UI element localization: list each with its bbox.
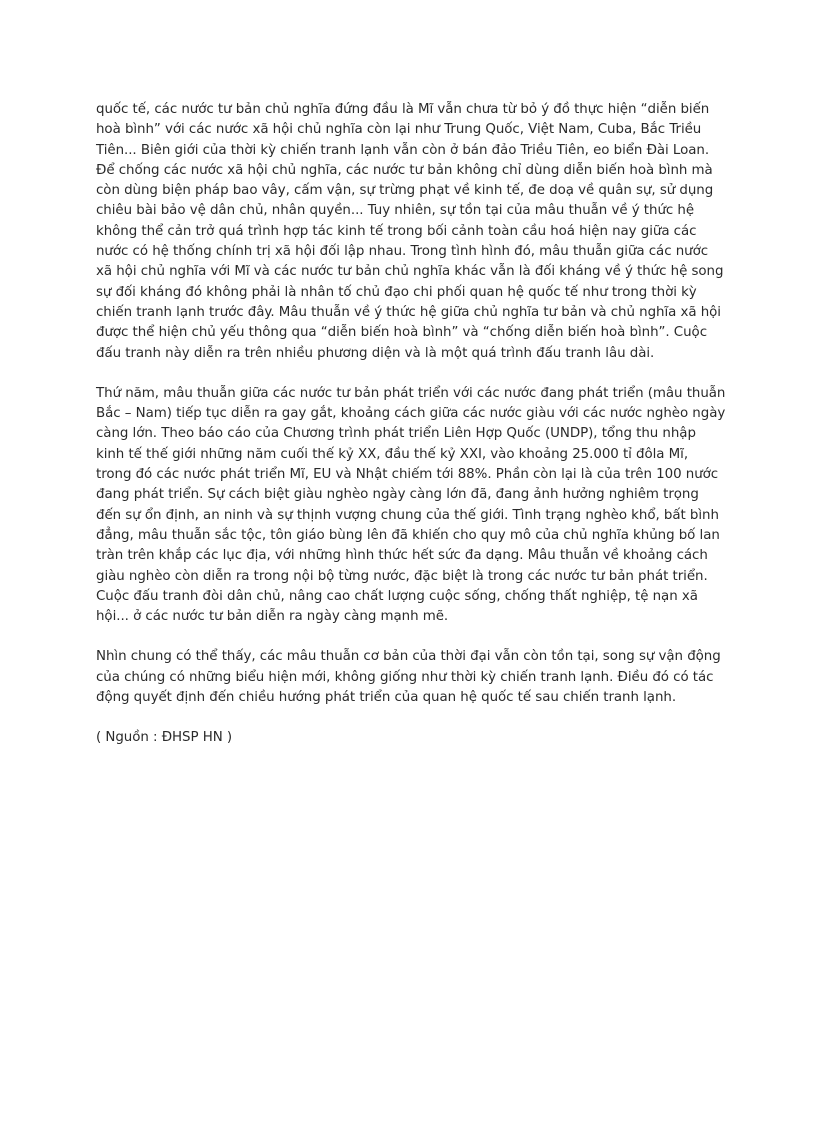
paragraph-conclusion: Nhìn chung có thể thấy, các mâu thuẫn cơ bản của thời đại vẫn còn tồn tại, song sự vận động của chúng có những biểu hiện mới, không giống như thời kỳ chiến tranh lạnh. Điều đó có tác động quyết định đến chiều hướng phát triển của quan hệ quốc tế sau chiến tranh lạnh. [96,649,721,706]
source-citation: ( Nguồn : ĐHSP HN ) [96,730,233,746]
document-page [96,100,726,749]
paragraph-north-south-conflict: Thứ năm, mâu thuẫn giữa các nước tư bản phát triển với các nước đang phát triển (mâu thuẫn Bắc – Nam) tiếp tục diễn ra gay gắt, khoảng cách giữa các nước giàu với các nước nghèo ngày càng lớn. Theo báo cáo của Chương trình phát triển Liên Hợp Quốc (UNDP), tổng thu nhập kinh tế thế giới những năm cuối thế kỷ XX, đầu thế kỷ XXI, vào khoảng 25.000 tỉ đôla Mĩ, trong đó các nước phát triển Mĩ, EU và Nhật chiếm tới 88%. Phần còn lại là của trên 100 nước đang phát triển. Sự cách biệt giàu nghèo ngày càng lớn đã, đang ảnh hưởng nghiêm trọng đến sự ổn định, an ninh và sự thịnh vượng chung của thế giới. Tình trạng nghèo khổ, bất bình đẳng, mâu thuẫn sắc tộc, tôn giáo bùng lên đã khiến cho quy mô của chủ nghĩa khủng bố lan tràn trên khắp các lục địa, với những hình thức hết sức đa dạng. Mâu thuẫn về khoảng cách giàu nghèo còn diễn ra trong nội bộ từng nước, đặc biệt là trong các nước tư bản phát triển. Cuộc đấu tranh đòi dân chủ, nâng cao chất lượng cuộc sống, chống thất nghiệp, tệ nạn xã hội... ở các nước tư bản diễn ra ngày càng mạnh mẽ. [96,385,726,625]
paragraph-ideology-conflict: quốc tế, các nước tư bản chủ nghĩa đứng đầu là Mĩ vẫn chưa từ bỏ ý đồ thực hiện “diễn biến hoà bình” với các nước xã hội chủ nghĩa còn lại như Trung Quốc, Việt Nam, Cuba, Bắc Triều Tiên... Biên giới của thời kỳ chiến tranh lạnh vẫn còn ở bán đảo Triều Tiên, eo biển Đài Loan. Để chống các nước xã hội chủ nghĩa, các nước tư bản không chỉ dùng diễn biến hoà bình mà còn dùng biện pháp bao vây, cấm vận, sự trừng phạt về kinh tế, đe doạ về quân sự, sử dụng chiêu bài bảo vệ dân chủ, nhân quyền... Tuy nhiên, sự tồn tại của mâu thuẫn về ý thức hệ không thể cản trở quá trình hợp tác kinh tế trong bối cảnh toàn cầu hoá hiện nay giữa các nước có hệ thống chính trị xã hội đối lập nhau. Trong tình hình đó, mâu thuẫn giữa các nước xã hội chủ nghĩa với Mĩ và các nước tư bản chủ nghĩa khác vẫn là đối kháng về ý thức hệ song sự đối kháng đó không phải là nhân tố chủ đạo chi phối quan hệ quốc tế như trong thời kỳ chiến tranh lạnh trước đây. Mâu thuẫn về ý thức hệ giữa chủ nghĩa tư bản và chủ nghĩa xã hội được thể hiện chủ yếu thông qua “diễn biến hoà bình” và “chống diễn biến hoà bình”. Cuộc đấu tranh này diễn ra trên nhiều phương diện và là một quá trình đấu tranh lâu dài. [96,102,724,361]
